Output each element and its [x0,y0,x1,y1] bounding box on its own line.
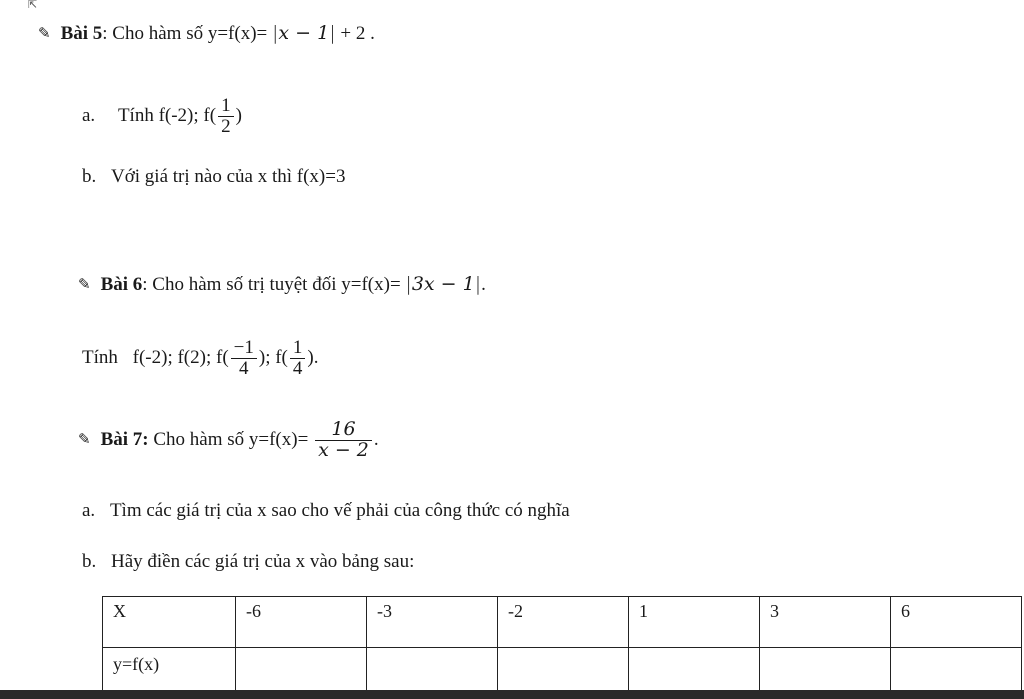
bai6-tail: . [481,274,486,295]
fraction: $\frac{1}{4}$ [290,338,306,379]
bai6-line2: Tính f(-2); f(2); f( $\frac{-1}{4}$ ); f( $\frac{1}{4}$ ). [82,337,319,379]
fraction: $\frac{16}{x - 2}$ [315,420,372,461]
bai5-tail: + 2 . [335,23,375,44]
bai6-label: Bài 6 [100,274,143,295]
bai6-intro: : Cho hàm số trị tuyệt đối y=f(x)= [142,274,406,295]
bai7-part-a [82,500,570,522]
bai5-expression: x − 1 [278,22,330,44]
bai7-a-text: Tìm các giá trị của x sao cho vế phải của công thức có nghĩa [109,500,570,521]
table-cell: -6 [236,597,367,648]
bai7-b-text: Hãy điền các giá trị của x vào bảng sau: [111,551,415,572]
fraction: $\frac{1}{2}$ [218,96,234,137]
pencil-bullet-icon: ✎ [78,429,91,448]
bai5-intro: : Cho hàm số y=f(x)= [102,23,273,44]
table-cell: 3 [760,597,891,648]
part-marker: a. [82,104,96,126]
bai7-label: Bài 7: [100,428,149,450]
table-cell: 1 [629,597,760,648]
bai5-heading: ✎ Bài 5: Cho hàm số y=f(x)= |x − 1| + 2 . [38,22,375,44]
bai7-heading: ✎ Bài 7: Cho hàm số y=f(x)= $\frac{16}{x - 2}$ . [78,418,379,461]
bai5-part-a: a. Tính f(-2); f( $\frac{1}{2}$ ) [82,95,242,137]
part-marker: b. [82,551,97,572]
pencil-bullet-icon: ✎ [78,275,91,293]
bai6-expression: 3x − 1 [411,273,475,295]
bai5-b-text: Với giá trị nào của x thì f(x)=3 [111,166,346,187]
fraction: $\frac{-1}{4}$ [231,338,257,379]
pencil-bullet-icon: ✎ [38,24,51,42]
table-cell: -3 [367,597,498,648]
table-cell: X [103,597,236,648]
bai7-part-b [82,551,414,573]
bai5-part-b [82,166,345,188]
part-marker: a. [82,500,96,521]
table-cell: -2 [498,597,629,648]
bai5-a-text: Tính f(-2); f( [117,104,217,126]
bai7-intro: Cho hàm số y=f(x)= [148,428,314,450]
table-row [103,597,1022,648]
bottom-edge-strip [0,690,1024,699]
bai6-word-tinh: Tính [82,346,118,368]
part-marker: b. [82,166,97,187]
bai5-label: Bài 5 [60,23,103,44]
values-table [102,596,1022,699]
mouse-cursor-icon: ⇱ [28,0,38,11]
bai6-heading: ✎ Bài 6: Cho hàm số trị tuyệt đối y=f(x)= |3x − 1|. [78,273,486,295]
table-cell: 6 [891,597,1022,648]
table-cell: y=f(x) [103,648,236,699]
